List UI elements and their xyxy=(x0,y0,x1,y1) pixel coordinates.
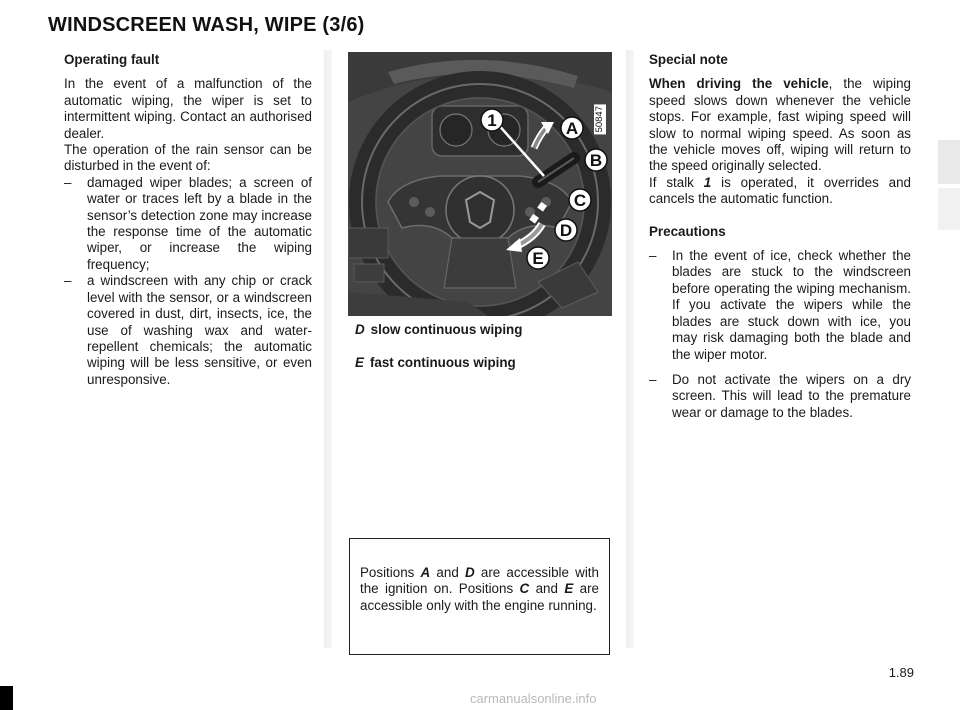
callout-label-b: B xyxy=(589,151,603,170)
callout-label-c: C xyxy=(573,191,587,210)
page-title: WINDSCREEN WASH, WIPE (3/6) xyxy=(48,14,365,36)
bullet-item: – In the event of ice, check whether the blades are stuck to the windscreen before operating the wiping mechanism. If you activate the wipers while the blades are stuck down with ice, you may risk damaging both the blade and the wiper motor. xyxy=(649,248,911,363)
chapter-thumb-tab xyxy=(938,140,960,184)
driving-label: When driving the vehicle xyxy=(649,76,829,92)
figure-callout-1 xyxy=(481,109,503,131)
callout-label-e: E xyxy=(532,249,544,268)
figure-callout-d xyxy=(555,219,577,241)
page-number: 1.89 xyxy=(888,665,914,680)
note-position-key: A xyxy=(420,565,431,580)
figure-reference-code: 50847 xyxy=(594,106,605,133)
note-text: and xyxy=(529,581,565,597)
bullet-item: – a windscreen with any chip or crack level with the sensor, or a windscreen covered in dust, dirt, insects, ice, the use of washing wax and water-repellent chemicals; the automatic wiping will be less sensitive, or even unresponsive. xyxy=(64,273,312,388)
stalk-reference: 1 xyxy=(703,174,712,190)
note-position-key: C xyxy=(519,581,530,597)
special-note-paragraph xyxy=(649,76,911,174)
caption-text: slow continuous wiping xyxy=(370,322,523,337)
caption-item xyxy=(355,355,522,370)
page-corner-mark xyxy=(0,686,13,710)
note-text: are accessible only with the engine running. xyxy=(360,581,599,613)
note-position-key: E xyxy=(564,581,574,597)
figure-callout-e xyxy=(527,247,549,269)
rain-sensor-paragraph: The operation of the rain sensor can be disturbed in the event of: xyxy=(64,142,312,174)
callout-label-a: A xyxy=(565,119,579,138)
caption-text: fast continuous wiping xyxy=(369,355,516,370)
operating-fault-heading: Operating fault xyxy=(64,52,160,67)
note-position-key: D xyxy=(464,565,475,580)
note-text: are accessible with the ignition on. Positions xyxy=(360,565,599,597)
steering-wheel-illustration xyxy=(348,52,612,316)
bullet-item: – Do not activate the wipers on a dry screen. This will lead to the premature wear or damage to the blades. xyxy=(649,372,911,421)
right-column xyxy=(649,52,911,421)
callout-label-1: 1 xyxy=(487,111,497,130)
watermark-text: carmanualsonline.info xyxy=(470,691,597,706)
callout-label-d: D xyxy=(559,221,573,240)
figure-callout-b xyxy=(585,149,607,171)
bullet-item: – damaged wiper blades; a screen of water or traces left by a blade in the sensor’s detection zone may increase the response time of the automatic wiper, or increase the wiping frequency; xyxy=(64,175,312,273)
paragraph-text: , the wiping speed slows down whenever the vehicle stops. For example, fast wiping speed will slow to normal wiping speed. As soon as the vehicle moves off, wiping will return to the speed originally selected. xyxy=(649,76,911,174)
note-text: Positions xyxy=(360,565,421,580)
operating-fault-paragraph: In the event of a malfunction of the automatic wiping, the wiper is set to intermittent wiping. Contact an authorised dealer. xyxy=(64,76,312,141)
figure-captions xyxy=(355,322,522,388)
column-divider-right xyxy=(626,50,634,648)
precautions-heading: Precautions xyxy=(649,223,726,239)
special-note-heading: Special note xyxy=(649,52,728,67)
caption-key: E xyxy=(355,355,364,370)
chapter-thumb-tab-lower xyxy=(938,188,960,230)
note-text: and xyxy=(430,565,465,580)
steering-wheel-drawing xyxy=(348,52,612,316)
figure-callout-a xyxy=(561,117,583,139)
paragraph-text: is operated, it overrides and cancels the automatic function. xyxy=(649,174,911,207)
figure-callout-c xyxy=(569,189,591,211)
caption-key: D xyxy=(355,322,365,337)
column-divider-left xyxy=(324,50,332,648)
paragraph-text: If stalk xyxy=(649,174,704,190)
caption-item xyxy=(355,322,522,337)
note-box xyxy=(349,538,610,655)
override-paragraph xyxy=(649,175,911,208)
left-column xyxy=(64,52,312,388)
